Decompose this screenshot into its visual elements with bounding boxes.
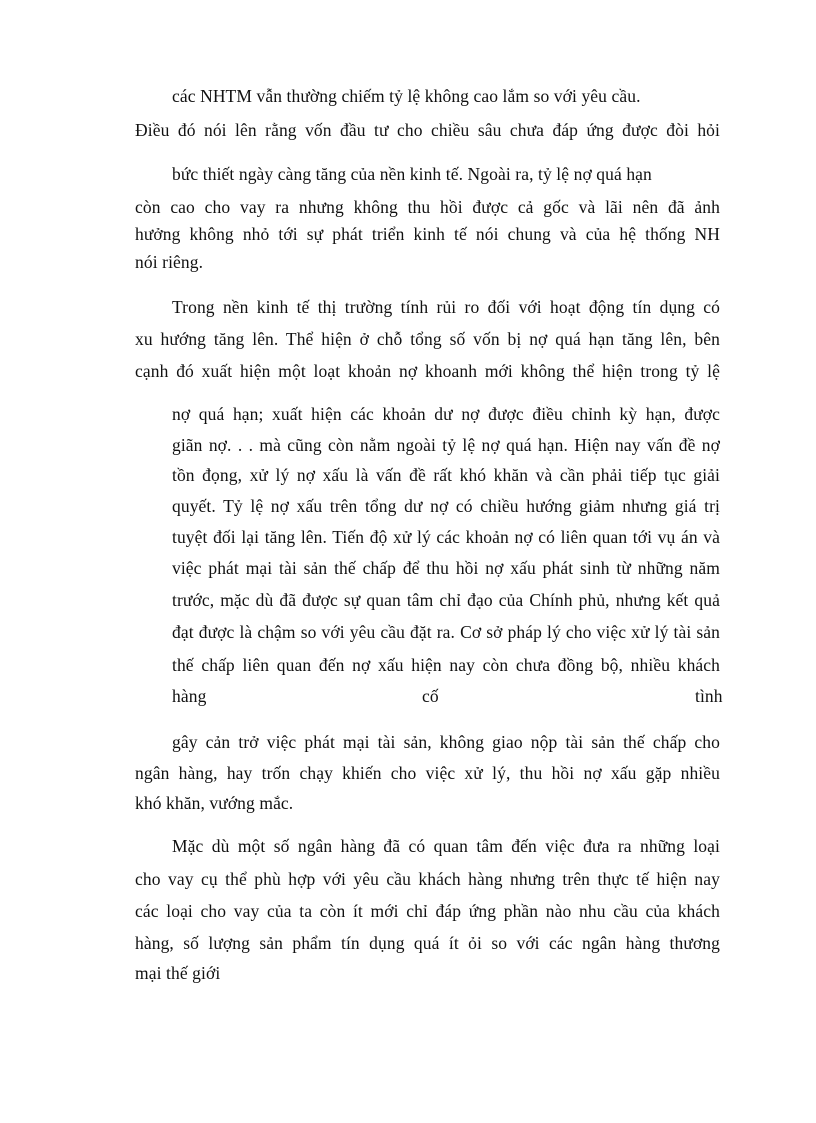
text-line: Mặc dù một số ngân hàng đã có quan tâm đến việc đưa ra những loại <box>172 836 720 856</box>
text-line: nói riêng. <box>135 252 204 272</box>
text-line: đạt được là chậm so với yêu cầu đặt ra. Cơ sở pháp lý cho việc xử lý tài sản <box>172 622 720 642</box>
text-line: bức thiết ngày càng tăng của nền kinh tế. Ngoài ra, tỷ lệ nợ quá hạn <box>172 164 652 184</box>
text-line: giãn nợ. . . mà cũng còn nằm ngoài tỷ lệ nợ quá hạn. Hiện nay vấn đề nợ <box>172 435 720 455</box>
text-line: mại thế giới <box>135 963 221 983</box>
text-line: tuyệt đối lại tăng lên. Tiến độ xử lý các khoản nợ có liên quan tới vụ án và <box>172 527 720 547</box>
text-line: xu hướng tăng lên. Thể hiện ở chỗ tổng số vốn bị nợ quá hạn tăng lên, bên <box>135 329 720 349</box>
text-line: việc phát mại tài sản thế chấp để thu hồi nợ xấu phát sinh từ những năm <box>172 558 720 578</box>
text-line: các NHTM vẫn thường chiếm tỷ lệ không cao lắm so với yêu cầu. <box>172 86 641 106</box>
text-line: hàng, số lượng sản phẩm tín dụng quá ít ỏi so với các ngân hàng thương <box>135 933 720 953</box>
text-line: còn cao cho vay ra nhưng không thu hồi được cả gốc và lãi nên đã ảnh <box>135 197 720 217</box>
text-line: các loại cho vay của ta còn ít mới chỉ đáp ứng phần nào nhu cầu của khách <box>135 901 720 921</box>
text-line: cạnh đó xuất hiện một loạt khoản nợ khoanh mới không thể hiện trong tỷ lệ <box>135 361 720 381</box>
text-line: trước, mặc dù đã được sự quan tâm chỉ đạo của Chính phủ, nhưng kết quả <box>172 590 720 610</box>
text-line: hưởng không nhỏ tới sự phát triển kinh tế nói chung và của hệ thống NH <box>135 224 720 244</box>
text-line: thế chấp liên quan đến nợ xấu hiện nay còn chưa đồng bộ, nhiều khách <box>172 655 720 675</box>
text-line <box>172 684 723 708</box>
text-line: cho vay cụ thể phù hợp với yêu cầu khách hàng nhưng trên thực tế hiện nay <box>135 869 720 889</box>
text-line: gây cản trở việc phát mại tài sản, không giao nộp tài sản thế chấp cho <box>172 732 720 752</box>
text-line: quyết. Tỷ lệ nợ xấu trên tổng dư nợ có chiều hướng giảm nhưng giá trị <box>172 496 720 516</box>
text-line: ngân hàng, hay trốn chạy khiến cho việc xử lý, thu hồi nợ xấu gặp nhiều <box>135 763 720 783</box>
text-fragment: tình <box>695 686 723 706</box>
text-fragment: cố <box>422 686 439 706</box>
text-line: tồn đọng, xử lý nợ xấu là vấn đề rất khó khăn và cần phải tiếp tục giải <box>172 465 720 485</box>
text-line: khó khăn, vướng mắc. <box>135 793 294 813</box>
text-line: Trong nền kinh tế thị trường tính rủi ro đối với hoạt động tín dụng có <box>172 297 720 317</box>
text-fragment: hàng <box>172 686 207 706</box>
text-line: nợ quá hạn; xuất hiện các khoản dư nợ được điều chỉnh kỳ hạn, được <box>172 404 720 424</box>
text-line: Điều đó nói lên rằng vốn đầu tư cho chiều sâu chưa đáp ứng được đòi hỏi <box>135 120 720 140</box>
